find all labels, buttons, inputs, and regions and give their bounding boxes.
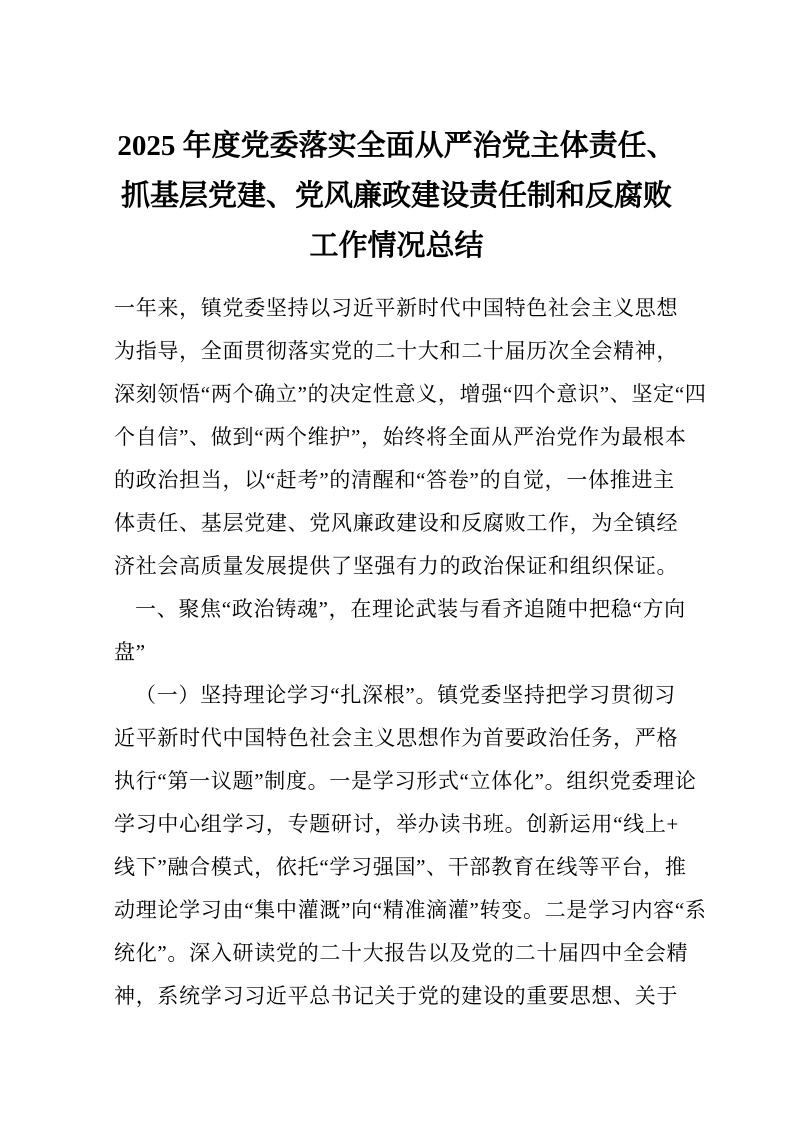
body-text-line: 体责任、基层党建、党风廉政建设和反腐败工作，为全镇经 [114, 511, 679, 535]
body-text-line: 神，系统学习习近平总书记关于党的建设的重要思想、关于 [114, 984, 679, 1008]
body-text-line: 一、聚焦“政治铸魂”，在理论武装与看齐追随中把稳“方向 [135, 597, 686, 621]
body-text-line: 个自信”、做到“两个维护”，始终将全面从严治党作为最根本 [114, 425, 687, 449]
body-text-line: 执行“第一议题”制度。一是学习形式“立体化”。组织党委理论 [114, 769, 697, 793]
body-text-line: 的政治担当，以“赶考”的清醒和“答卷”的自觉，一体推进主 [114, 468, 675, 492]
body-text-line: 线下”融合模式，依托“学习强国”、干部教育在线等平台，推 [114, 855, 687, 879]
body-text-line: 学习中心组学习，专题研讨，举办读书班。创新运用“线上+ [114, 812, 680, 836]
document-title-line: 2025 年度党委落实全面从严治党主体责任、 [117, 130, 676, 162]
body-text-line: 盘” [114, 640, 146, 664]
body-text-line: 为指导，全面贯彻落实党的二十大和二十届历次全会精神， [114, 339, 679, 363]
body-text-line: 深刻领悟“两个确立”的决定性意义，增强“四个意识”、坚定“四 [114, 382, 707, 406]
body-text-line: 统化”。深入研读党的二十大报告以及党的二十届四中全会精 [114, 941, 689, 965]
body-text-line: 一年来，镇党委坚持以习近平新时代中国特色社会主义思想 [114, 296, 679, 320]
body-text-line: 近平新时代中国特色社会主义思想作为首要政治任务，严格 [114, 726, 679, 750]
body-text-line: 济社会高质量发展提供了坚强有力的政治保证和组织保证。 [114, 554, 679, 578]
document-title-line: 工作情况总结 [309, 230, 484, 262]
document-body [114, 287, 707, 1018]
document-title [113, 121, 680, 271]
document-title-line: 抓基层党建、党风廉政建设责任制和反腐败 [120, 180, 672, 212]
body-text-line: 动理论学习由“集中灌溉”向“精准滴灌”转变。二是学习内容“系 [114, 898, 707, 922]
body-text-line: （一）坚持理论学习“扎深根”。镇党委坚持把学习贯彻习 [135, 683, 676, 707]
